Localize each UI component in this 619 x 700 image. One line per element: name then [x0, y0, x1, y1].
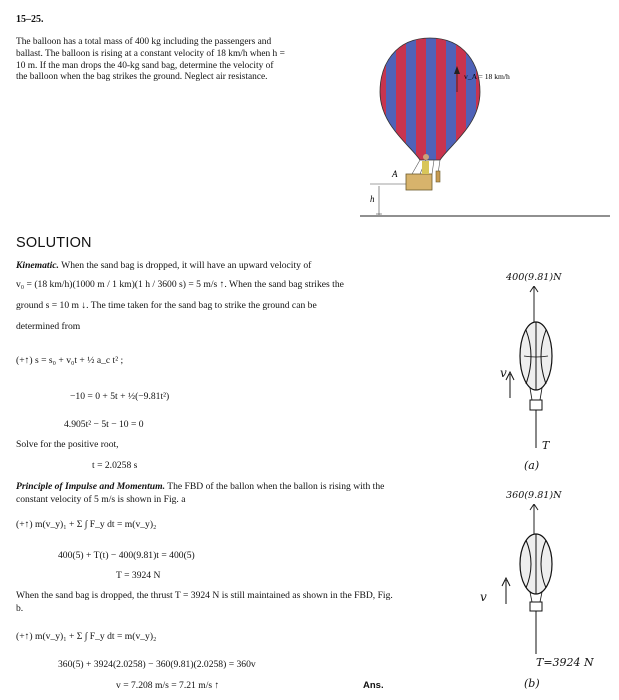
kinematic-eq-1: (+↑) s = s₀ + v₀t + ½ a_c t² ;: [16, 355, 124, 366]
problem-number: 15–25.: [16, 14, 44, 25]
impulse-eq-2: 400(5) + T(t) − 400(9.81)t = 400(5): [58, 550, 195, 561]
balloon-envelope: [378, 36, 482, 162]
impulse-text: The FBD of the ballon when the ballon is rising with the constant velocity of 5 m/s is shown in Fig. a: [16, 481, 385, 505]
problem-statement: The balloon has a total mass of 400 kg including the passengers and ballast. The balloon is rising at a constant velocity of 18 km/h when h = 10 m. If the man drops the 40-kg sand bag, determine the velocity of the balloon when the bag strikes the ground. Neglect air resistance.: [16, 37, 285, 83]
kinematic-title: Kinematic.: [16, 260, 59, 271]
kinematic-text: When the sand bag is dropped, it will have an upward velocity of: [61, 260, 312, 271]
t-result: t = 2.0258 s: [92, 460, 138, 471]
fbd-a-caption: (a): [524, 459, 540, 472]
impulse-title: Principle of Impulse and Momentum.: [16, 481, 165, 492]
final-answer-equation: v = 7.208 m/s = 7.21 m/s ↑: [116, 680, 220, 691]
velocity-label: v_A = 18 km/h: [464, 72, 510, 81]
sand-bag: [436, 171, 440, 182]
v0-equation: v₀ = (18 km/h)(1000 m / 1 km)(1 h / 3600 s) = 5 m/s ↑. When the sand bag strikes the: [16, 279, 344, 290]
fbd-b-figure: [496, 504, 596, 669]
solution-heading: SOLUTION: [16, 235, 92, 251]
impulse-paragraph: [16, 480, 386, 506]
balloon-figure: [340, 30, 619, 220]
fbd-b-weight-label: 360(9.81)N: [506, 490, 562, 501]
fbd-b-velocity-label: v: [480, 590, 487, 604]
fbd-a-thrust-label: T: [542, 439, 550, 452]
impulse-eq-5: 360(5) + 3924(2.0258) − 360(9.81)(2.0258) = 360v: [58, 659, 256, 670]
kinematic-paragraph: [16, 259, 386, 272]
determined-text: determined from: [16, 321, 81, 332]
ground-text: ground s = 10 m ↓. The time taken for the sand bag to strike the ground can be: [16, 300, 317, 311]
kinematic-eq-3: 4.905t² − 5t − 10 = 0: [64, 419, 144, 430]
impulse-eq-4: (+↑) m(v_y)₁ + Σ ∫ F_y dt = m(v_y)₂: [16, 631, 157, 642]
height-label: h: [370, 194, 375, 204]
impulse-eq-3: T = 3924 N: [116, 570, 161, 581]
impulse-eq-1: (+↑) m(v_y)₁ + Σ ∫ F_y dt = m(v_y)₂: [16, 519, 157, 530]
basket: [406, 174, 432, 190]
solve-text: Solve for the positive root,: [16, 439, 119, 450]
fbd-b-thrust-label: T=3924 N: [536, 656, 594, 669]
fbd-a-velocity-label: v: [500, 366, 507, 380]
bag-dropped-text: When the sand bag is dropped, the thrust T = 3924 N is still maintained as shown in the FBD, Fig. b.: [16, 590, 393, 614]
kinematic-eq-2: −10 = 0 + 5t + ½(−9.81t²): [70, 391, 170, 402]
fbd-a-weight-label: 400(9.81)N: [506, 272, 562, 283]
fbd-b-caption: (b): [524, 677, 540, 690]
answer-label: Ans.: [363, 680, 384, 691]
point-a-label: A: [392, 169, 398, 179]
